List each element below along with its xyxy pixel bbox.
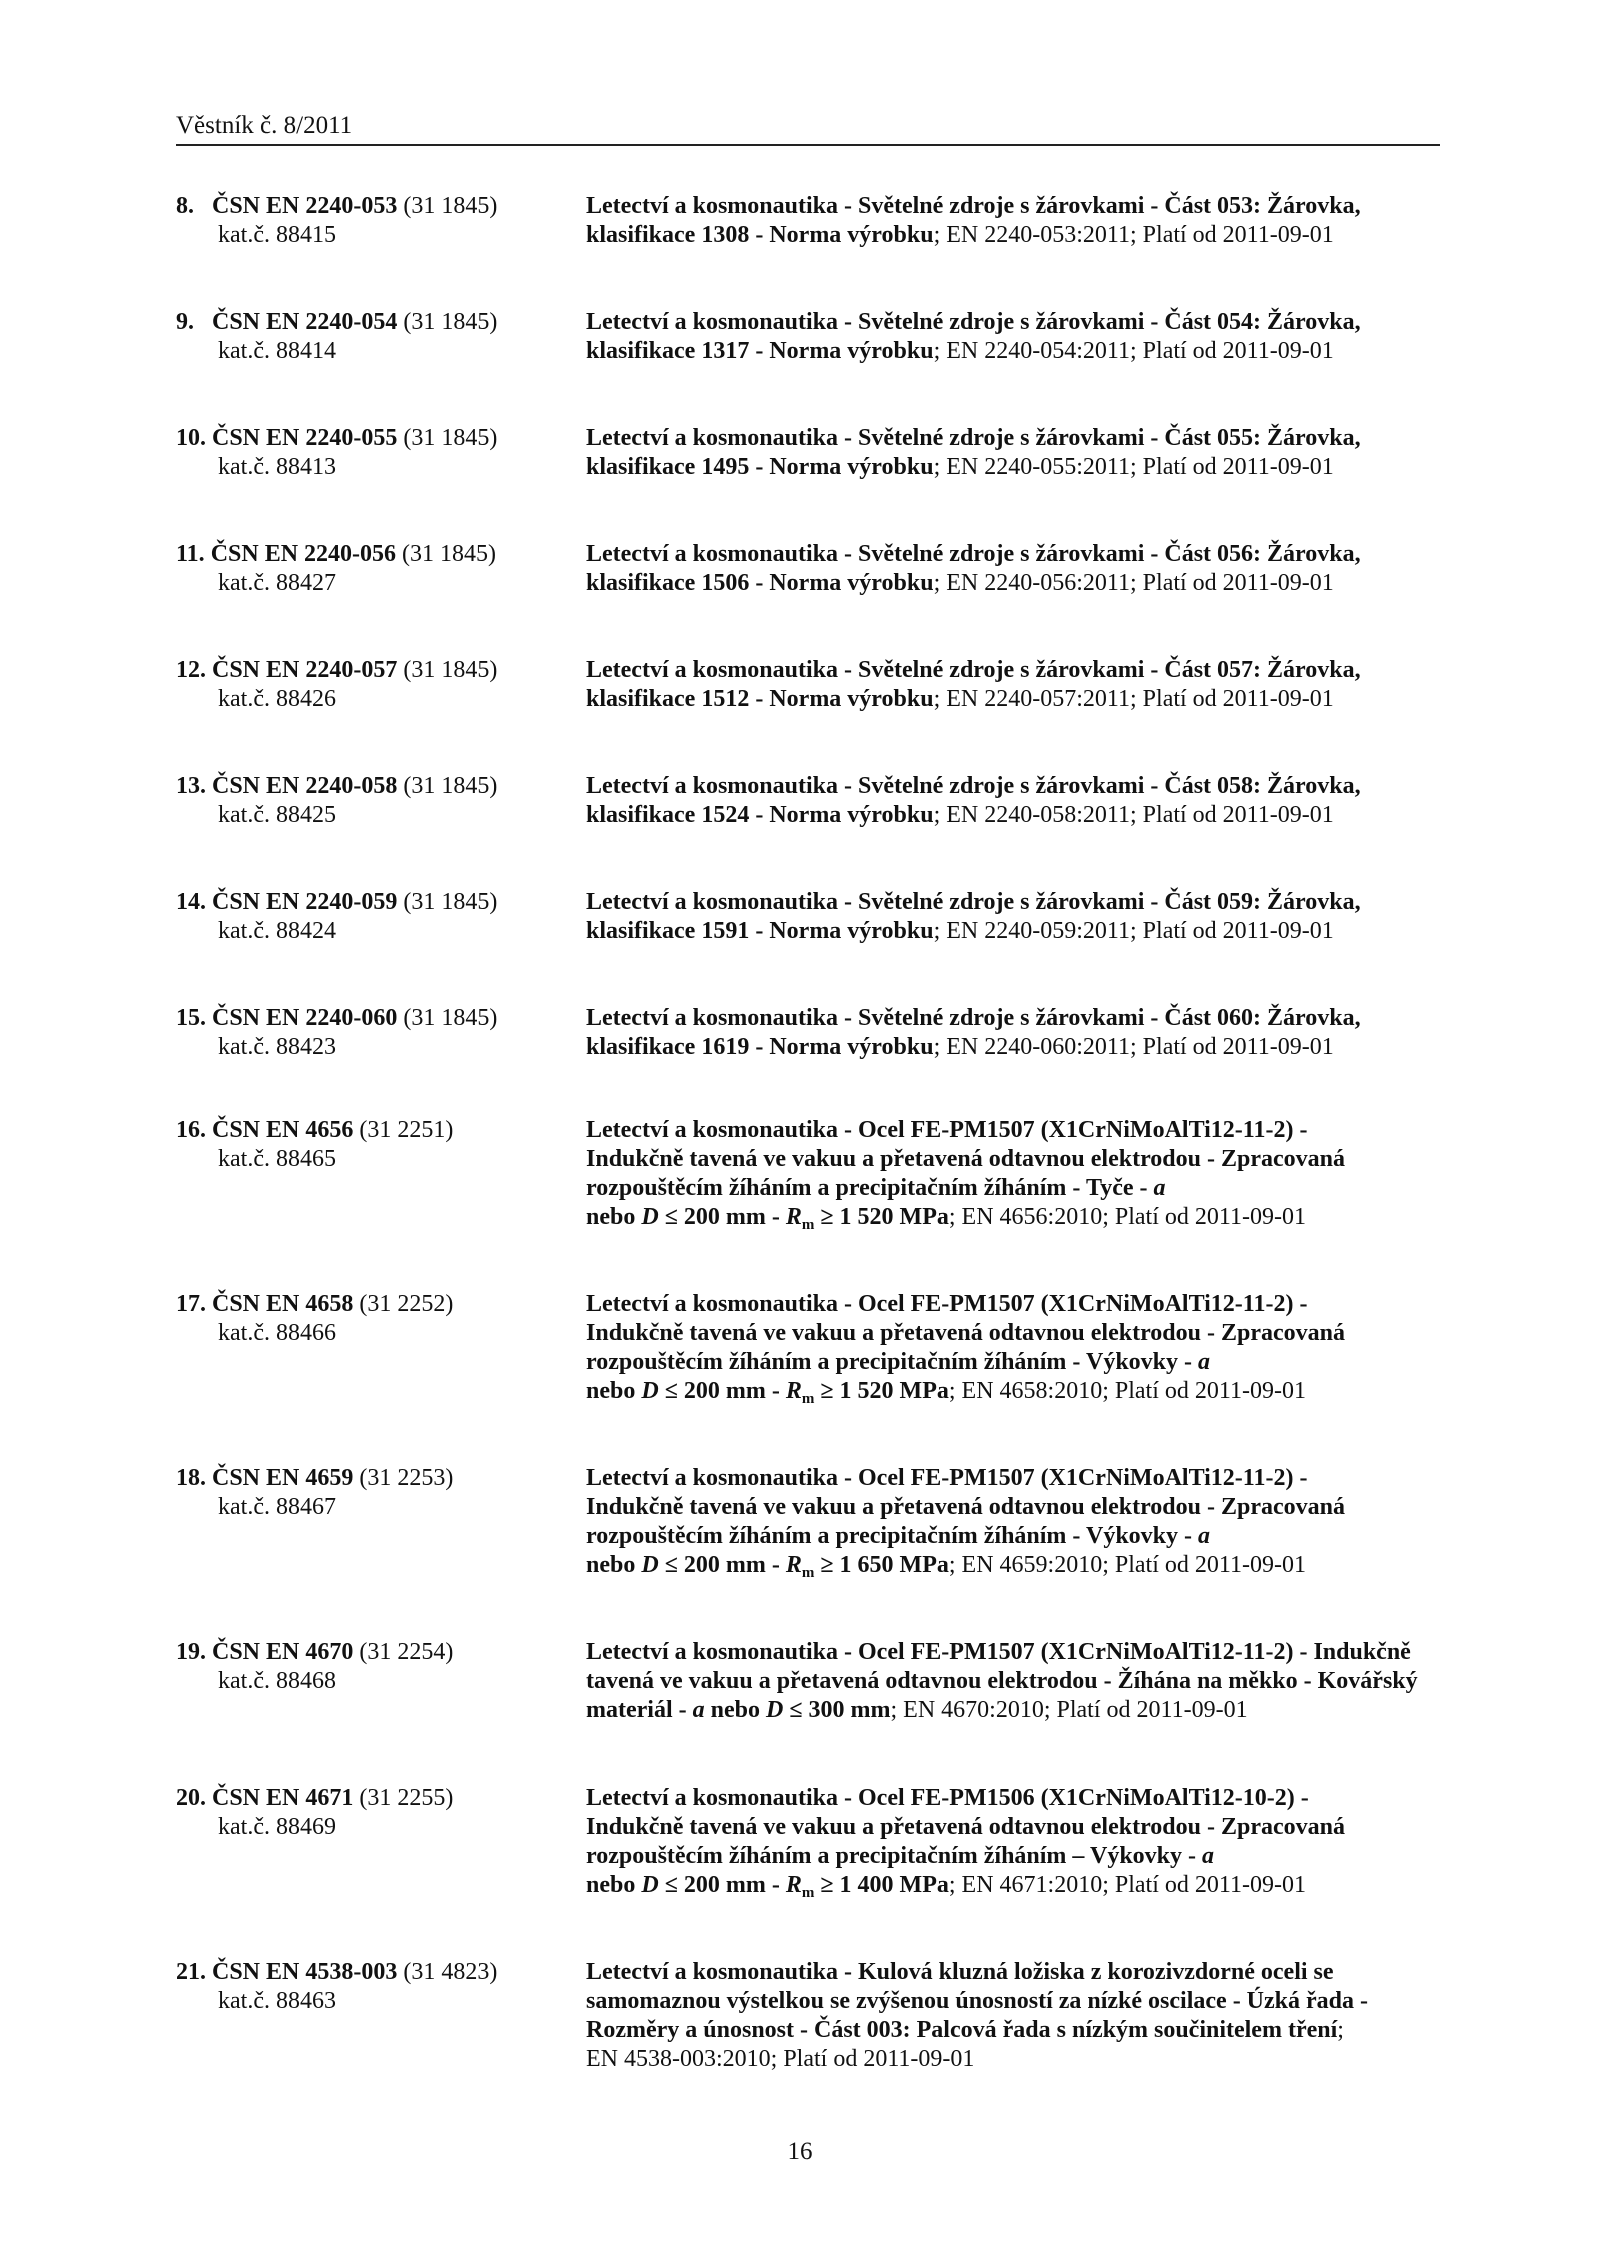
list-item (176, 1958, 1440, 2088)
entry-id: 16. ČSN EN 4656 (31 2251) kat.č. 88465 (176, 1117, 454, 1172)
entry-title: Letectví a kosmonautika - Ocel FE-PM1507 (X1CrNiMoAlTi12-11-2) - Indukčně tavená ve vakuu a přetavená odtavnou elektrodou - Žíhána na měkko - Kovářský materiál - a nebo D ≤ 300 mm; EN 4670:2010; Platí od 2011-09-01 (586, 1639, 1418, 1723)
page-number: 16 (787, 2138, 813, 2165)
list-item (176, 192, 1440, 308)
entry-title: Letectví a kosmonautika - Světelné zdroje s žárovkami - Část 056: Žárovka, klasifikace 1506 - Norma výrobku; EN 2240-056:2011; Platí od 2011-09-01 (586, 541, 1361, 596)
list-item (176, 424, 1440, 540)
entry-id: 9. ČSN EN 2240-054 (31 1845) kat.č. 88414 (176, 309, 498, 364)
journal-title: Věstník č. 8/2011 (176, 112, 353, 139)
entry-id: 20. ČSN EN 4671 (31 2255) kat.č. 88469 (176, 1785, 454, 1840)
entry-title: Letectví a kosmonautika - Ocel FE-PM1507 (X1CrNiMoAlTi12-11-2) - Indukčně tavená ve vakuu a přetavená odtavnou elektrodou - Zpracovaná rozpouštěcím žíháním a precipitačním žíháním - Výkovky - a nebo D ≤ 200 mm - $R_m \ge 1$ 650 MPa; EN 4659:2010; Platí od 2011-09-01 (586, 1465, 1345, 1581)
list-item (176, 1004, 1440, 1116)
list-item (176, 888, 1440, 1004)
entry-title: Letectví a kosmonautika - Ocel FE-PM1507 (X1CrNiMoAlTi12-11-2) - Indukčně tavená ve vakuu a přetavená odtavnou elektrodou - Zpracovaná rozpouštěcím žíháním a precipitačním žíháním - Tyče - a nebo D ≤ 200 mm - $R_m \ge 1$ 520 MPa; EN 4656:2010; Platí od 2011-09-01 (586, 1117, 1345, 1233)
entry-title: Letectví a kosmonautika - Světelné zdroje s žárovkami - Část 057: Žárovka, klasifikace 1512 - Norma výrobku; EN 2240-057:2011; Platí od 2011-09-01 (586, 657, 1361, 712)
entry-id: 8. ČSN EN 2240-053 (31 1845) kat.č. 88415 (176, 193, 498, 248)
entry-id: 12. ČSN EN 2240-057 (31 1845) kat.č. 88426 (176, 657, 498, 712)
entry-title: Letectví a kosmonautika - Kulová kluzná ložiska z korozivzdorné oceli se samomaznou výstelkou se zvýšenou únosností za nízké oscilace - Úzká řada - Rozměry a únosnost - Část 003: Palcová řada s nízkým součinitelem tření; EN 4538-003:2010; Platí od 2011-09-01 (586, 1959, 1369, 2072)
entry-id: 17. ČSN EN 4658 (31 2252) kat.č. 88466 (176, 1291, 454, 1346)
entry-id: 19. ČSN EN 4670 (31 2254) kat.č. 88468 (176, 1639, 454, 1694)
list-item (176, 1784, 1440, 1958)
entry-title: Letectví a kosmonautika - Světelné zdroje s žárovkami - Část 058: Žárovka, klasifikace 1524 - Norma výrobku; EN 2240-058:2011; Platí od 2011-09-01 (586, 773, 1361, 828)
page-footer (0, 2138, 1600, 2166)
entry-title: Letectví a kosmonautika - Ocel FE-PM1507 (X1CrNiMoAlTi12-11-2) - Indukčně tavená ve vakuu a přetavená odtavnou elektrodou - Zpracovaná rozpouštěcím žíháním a precipitačním žíháním - Výkovky - a nebo D ≤ 200 mm - $R_m \ge 1$ 520 MPa; EN 4658:2010; Platí od 2011-09-01 (586, 1291, 1345, 1407)
entry-title: Letectví a kosmonautika - Ocel FE-PM1506 (X1CrNiMoAlTi12-10-2) - Indukčně tavená ve vakuu a přetavená odtavnou elektrodou - Zpracovaná rozpouštěcím žíháním a precipitačním žíháním – Výkovky - a nebo D ≤ 200 mm - $R_m \ge 1$ 400 MPa; EN 4671:2010; Platí od 2011-09-01 (586, 1785, 1345, 1901)
entry-id: 15. ČSN EN 2240-060 (31 1845) kat.č. 88423 (176, 1005, 498, 1060)
entry-id: 18. ČSN EN 4659 (31 2253) kat.č. 88467 (176, 1465, 454, 1520)
entry-id: 10. ČSN EN 2240-055 (31 1845) kat.č. 88413 (176, 425, 498, 480)
entry-title: Letectví a kosmonautika - Světelné zdroje s žárovkami - Část 054: Žárovka, klasifikace 1317 - Norma výrobku; EN 2240-054:2011; Platí od 2011-09-01 (586, 309, 1361, 364)
list-item (176, 656, 1440, 772)
entry-title: Letectví a kosmonautika - Světelné zdroje s žárovkami - Část 055: Žárovka, klasifikace 1495 - Norma výrobku; EN 2240-055:2011; Platí od 2011-09-01 (586, 425, 1361, 480)
list-item (176, 308, 1440, 424)
entry-id: 21. ČSN EN 4538-003 (31 4823) kat.č. 88463 (176, 1959, 498, 2014)
entry-title: Letectví a kosmonautika - Světelné zdroje s žárovkami - Část 053: Žárovka, klasifikace 1308 - Norma výrobku; EN 2240-053:2011; Platí od 2011-09-01 (586, 193, 1361, 248)
list-item (176, 772, 1440, 888)
entry-title: Letectví a kosmonautika - Světelné zdroje s žárovkami - Část 060: Žárovka, klasifikace 1619 - Norma výrobku; EN 2240-060:2011; Platí od 2011-09-01 (586, 1005, 1361, 1060)
entry-id: 13. ČSN EN 2240-058 (31 1845) kat.č. 88425 (176, 773, 498, 828)
list-item (176, 1116, 1440, 1290)
list-item (176, 1464, 1440, 1638)
entry-id: 11. ČSN EN 2240-056 (31 1845) kat.č. 88427 (176, 541, 497, 596)
list-item (176, 1638, 1440, 1784)
page-header (176, 110, 1440, 146)
standards-list (176, 192, 1440, 2088)
list-item (176, 540, 1440, 656)
list-item (176, 1290, 1440, 1464)
entry-title: Letectví a kosmonautika - Světelné zdroje s žárovkami - Část 059: Žárovka, klasifikace 1591 - Norma výrobku; EN 2240-059:2011; Platí od 2011-09-01 (586, 889, 1361, 944)
entry-id: 14. ČSN EN 2240-059 (31 1845) kat.č. 88424 (176, 889, 498, 944)
